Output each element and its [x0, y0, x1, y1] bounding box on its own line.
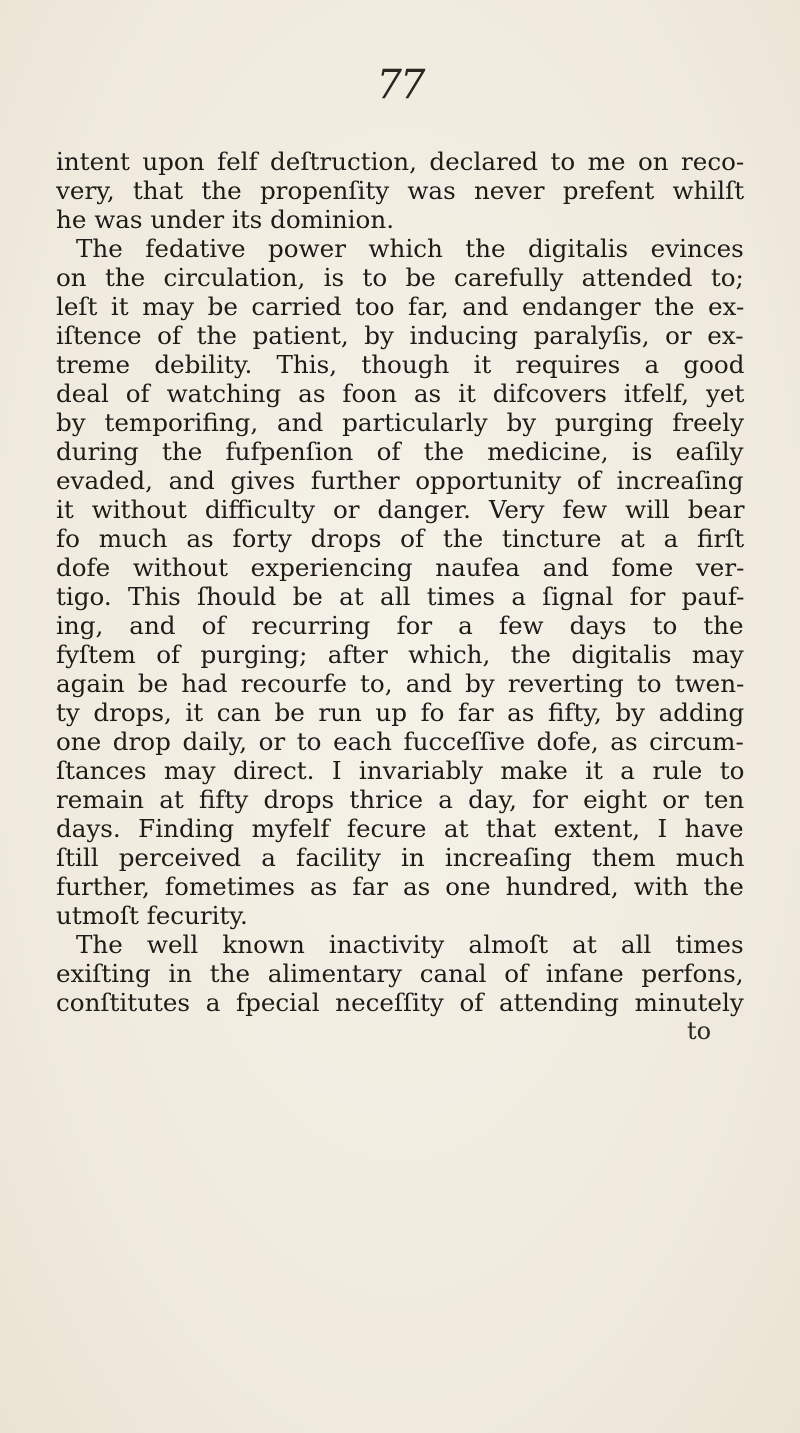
- text-line: ſtances may direct. I invariably make it a rule to: [56, 756, 745, 785]
- text-line: The fedative power which the digitalis evinces: [76, 234, 744, 263]
- text-line: utmoſt fecurity.: [56, 901, 248, 930]
- text-line: he was under its dominion.: [56, 205, 395, 234]
- text-line: remain at fifty drops thrice a day, for eight or ten: [56, 785, 745, 814]
- text-line: dofe without experiencing naufea and fome ver-: [56, 553, 745, 582]
- text-line: ſtill perceived a facility in increaſing them much: [56, 843, 745, 872]
- text-line: during the fufpenſion of the medicine, is eaſily: [56, 437, 744, 466]
- text-line: ty drops, it can be run up fo far as fifty, by adding: [56, 698, 745, 727]
- text-line: further, fometimes as far as one hundred, with the: [56, 872, 744, 901]
- text-line: it without difficulty or danger. Very few will bear: [56, 495, 745, 524]
- text-line: one drop daily, or to each fucceſſive dofe, as circum-: [56, 727, 744, 756]
- text-line: by temporifing, and particularly by purging freely: [56, 408, 744, 437]
- text-line: fo much as forty drops of the tincture at a firſt: [56, 524, 745, 553]
- text-line: conſtitutes a fpecial neceſſity of attending minutely: [56, 988, 744, 1017]
- text-line: ing, and of recurring for a few days to the: [56, 611, 744, 640]
- text-line: iſtence of the patient, by inducing paralyſis, or ex-: [56, 321, 744, 350]
- text-line: evaded, and gives further opportunity of increaſing: [56, 466, 744, 495]
- text-line: leſt it may be carried too far, and endanger the ex-: [56, 292, 745, 321]
- text-line: on the circulation, is to be carefully attended to;: [56, 263, 744, 292]
- text-line: tigo. This ſhould be at all times a ſignal for pauf-: [56, 582, 745, 611]
- catchword: to: [687, 1017, 712, 1045]
- text-line: fyſtem of purging; after which, the digitalis may: [56, 640, 744, 669]
- text-line: treme debility. This, though it requires a good: [56, 350, 745, 379]
- text-line: very, that the propenſity was never prefent whilſt: [56, 176, 745, 205]
- text-line: intent upon felf deſtruction, declared to me on reco-: [56, 147, 745, 176]
- text-line: days. Finding myfelf fecure at that extent, I have: [56, 814, 744, 843]
- text-line: again be had recourfe to, and by reverting to twen-: [56, 669, 745, 698]
- text-line: The well known inactivity almoſt at all times: [76, 930, 744, 959]
- page-number: 77: [376, 62, 424, 108]
- text-line: deal of watching as foon as it difcovers itfelf, yet: [56, 379, 745, 408]
- text-line: exiſting in the alimentary canal of infane perfons,: [56, 959, 744, 988]
